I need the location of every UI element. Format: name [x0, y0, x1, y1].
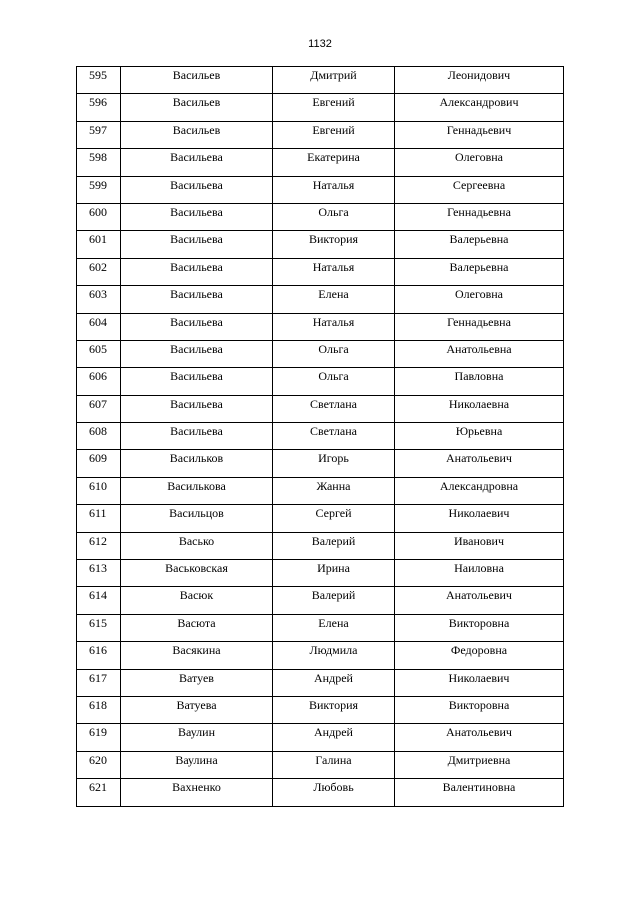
first-name-cell: Игорь [273, 450, 395, 477]
patronymic-cell: Федоровна [395, 642, 564, 669]
table-row [77, 505, 564, 532]
table-row [77, 368, 564, 395]
last-name-cell: Васильева [121, 149, 273, 176]
names-table [76, 66, 564, 807]
table-row [77, 450, 564, 477]
last-name-cell: Васильева [121, 313, 273, 340]
last-name-cell: Васильцов [121, 505, 273, 532]
last-name-cell: Васюта [121, 614, 273, 641]
row-number-cell: 601 [77, 231, 121, 258]
row-number-cell: 607 [77, 395, 121, 422]
last-name-cell: Васильева [121, 231, 273, 258]
patronymic-cell: Дмитриевна [395, 751, 564, 778]
last-name-cell: Васько [121, 532, 273, 559]
last-name-cell: Васильева [121, 286, 273, 313]
table-row [77, 258, 564, 285]
patronymic-cell: Анатольевич [395, 587, 564, 614]
last-name-cell: Ватуев [121, 669, 273, 696]
patronymic-cell: Геннадьевна [395, 313, 564, 340]
row-number-cell: 602 [77, 258, 121, 285]
patronymic-cell: Валерьевна [395, 231, 564, 258]
row-number-cell: 604 [77, 313, 121, 340]
row-number-cell: 610 [77, 477, 121, 504]
patronymic-cell: Наиловна [395, 560, 564, 587]
table-row [77, 94, 564, 121]
first-name-cell: Светлана [273, 395, 395, 422]
last-name-cell: Васильева [121, 176, 273, 203]
row-number-cell: 612 [77, 532, 121, 559]
row-number-cell: 603 [77, 286, 121, 313]
first-name-cell: Ольга [273, 368, 395, 395]
patronymic-cell: Александрович [395, 94, 564, 121]
first-name-cell: Наталья [273, 313, 395, 340]
first-name-cell: Галина [273, 751, 395, 778]
patronymic-cell: Олеговна [395, 149, 564, 176]
last-name-cell: Васьковская [121, 560, 273, 587]
last-name-cell: Васильева [121, 203, 273, 230]
table-row [77, 313, 564, 340]
first-name-cell: Людмила [273, 642, 395, 669]
row-number-cell: 616 [77, 642, 121, 669]
table-row [77, 724, 564, 751]
row-number-cell: 598 [77, 149, 121, 176]
patronymic-cell: Олеговна [395, 286, 564, 313]
patronymic-cell: Анатольевич [395, 724, 564, 751]
names-table-body [77, 67, 564, 807]
table-row [77, 751, 564, 778]
row-number-cell: 611 [77, 505, 121, 532]
row-number-cell: 614 [77, 587, 121, 614]
row-number-cell: 608 [77, 423, 121, 450]
table-row [77, 642, 564, 669]
first-name-cell: Любовь [273, 779, 395, 806]
table-row [77, 121, 564, 148]
last-name-cell: Васильева [121, 258, 273, 285]
first-name-cell: Елена [273, 286, 395, 313]
last-name-cell: Васильева [121, 340, 273, 367]
table-row [77, 423, 564, 450]
last-name-cell: Васильева [121, 423, 273, 450]
last-name-cell: Васякина [121, 642, 273, 669]
last-name-cell: Васильева [121, 368, 273, 395]
row-number-cell: 606 [77, 368, 121, 395]
page-number: 1132 [308, 38, 332, 50]
first-name-cell: Наталья [273, 176, 395, 203]
row-number-cell: 609 [77, 450, 121, 477]
first-name-cell: Екатерина [273, 149, 395, 176]
table-row [77, 587, 564, 614]
last-name-cell: Васильков [121, 450, 273, 477]
patronymic-cell: Александровна [395, 477, 564, 504]
first-name-cell: Елена [273, 614, 395, 641]
table-row [77, 614, 564, 641]
first-name-cell: Жанна [273, 477, 395, 504]
patronymic-cell: Николаевич [395, 505, 564, 532]
patronymic-cell: Юрьевна [395, 423, 564, 450]
last-name-cell: Васильева [121, 395, 273, 422]
table-row [77, 532, 564, 559]
row-number-cell: 618 [77, 696, 121, 723]
patronymic-cell: Николаевич [395, 669, 564, 696]
first-name-cell: Светлана [273, 423, 395, 450]
row-number-cell: 617 [77, 669, 121, 696]
row-number-cell: 613 [77, 560, 121, 587]
patronymic-cell: Викторовна [395, 614, 564, 641]
row-number-cell: 596 [77, 94, 121, 121]
first-name-cell: Виктория [273, 231, 395, 258]
patronymic-cell: Анатольевич [395, 450, 564, 477]
patronymic-cell: Сергеевна [395, 176, 564, 203]
patronymic-cell: Геннадьевна [395, 203, 564, 230]
table-row [77, 67, 564, 94]
row-number-cell: 615 [77, 614, 121, 641]
patronymic-cell: Иванович [395, 532, 564, 559]
first-name-cell: Валерий [273, 532, 395, 559]
first-name-cell: Евгений [273, 121, 395, 148]
row-number-cell: 621 [77, 779, 121, 806]
row-number-cell: 600 [77, 203, 121, 230]
last-name-cell: Ваулина [121, 751, 273, 778]
first-name-cell: Виктория [273, 696, 395, 723]
table-row [77, 779, 564, 806]
table-row [77, 231, 564, 258]
last-name-cell: Ватуева [121, 696, 273, 723]
first-name-cell: Наталья [273, 258, 395, 285]
first-name-cell: Ольга [273, 203, 395, 230]
first-name-cell: Андрей [273, 669, 395, 696]
row-number-cell: 605 [77, 340, 121, 367]
first-name-cell: Дмитрий [273, 67, 395, 94]
first-name-cell: Сергей [273, 505, 395, 532]
last-name-cell: Васюк [121, 587, 273, 614]
table-row [77, 176, 564, 203]
table-row [77, 203, 564, 230]
patronymic-cell: Павловна [395, 368, 564, 395]
row-number-cell: 595 [77, 67, 121, 94]
first-name-cell: Евгений [273, 94, 395, 121]
last-name-cell: Васильев [121, 67, 273, 94]
patronymic-cell: Николаевна [395, 395, 564, 422]
table-row [77, 149, 564, 176]
last-name-cell: Вахненко [121, 779, 273, 806]
first-name-cell: Ирина [273, 560, 395, 587]
row-number-cell: 599 [77, 176, 121, 203]
last-name-cell: Василькова [121, 477, 273, 504]
last-name-cell: Ваулин [121, 724, 273, 751]
patronymic-cell: Леонидович [395, 67, 564, 94]
row-number-cell: 619 [77, 724, 121, 751]
table-row [77, 560, 564, 587]
first-name-cell: Ольга [273, 340, 395, 367]
first-name-cell: Андрей [273, 724, 395, 751]
table-row [77, 669, 564, 696]
table-row [77, 395, 564, 422]
patronymic-cell: Геннадьевич [395, 121, 564, 148]
table-row [77, 696, 564, 723]
patronymic-cell: Викторовна [395, 696, 564, 723]
row-number-cell: 597 [77, 121, 121, 148]
patronymic-cell: Валентиновна [395, 779, 564, 806]
table-row [77, 286, 564, 313]
patronymic-cell: Анатольевна [395, 340, 564, 367]
patronymic-cell: Валерьевна [395, 258, 564, 285]
last-name-cell: Васильев [121, 121, 273, 148]
last-name-cell: Васильев [121, 94, 273, 121]
row-number-cell: 620 [77, 751, 121, 778]
first-name-cell: Валерий [273, 587, 395, 614]
table-row [77, 340, 564, 367]
table-row [77, 477, 564, 504]
